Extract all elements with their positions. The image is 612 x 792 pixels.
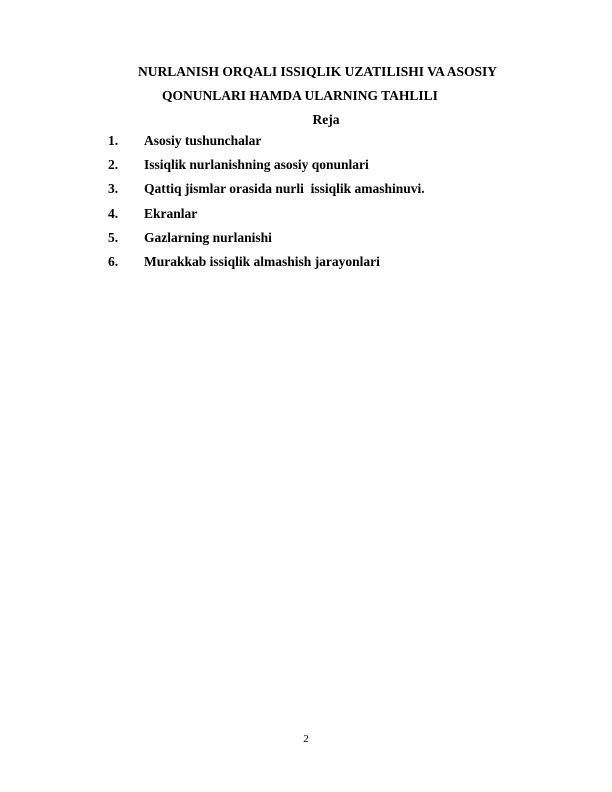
plan-heading: Reja xyxy=(312,112,340,127)
plan-item-number: 5. xyxy=(108,229,119,245)
page-number: 2 xyxy=(303,733,309,745)
plan-item-text: Asosiy tushunchalar xyxy=(144,133,262,148)
plan-item-number: 2. xyxy=(108,157,119,173)
plan-item-number: 6. xyxy=(108,253,119,269)
document-title-line-2: QONUNLARI HAMDA ULARNING TAHLILI xyxy=(162,88,438,103)
plan-item xyxy=(108,206,425,230)
plan-item-text: Gazlarning nurlanishi xyxy=(144,229,272,245)
plan-item xyxy=(108,230,425,254)
document-title-line-1: NURLANISH ORQALI ISSIQLIK UZATILISHI VA ASOSIY xyxy=(138,64,498,79)
plan-item-text: Qattiq jismlar orasida nurli issiqlik amashinuvi. xyxy=(144,181,425,197)
plan-item-number: 1. xyxy=(108,133,119,148)
plan-item xyxy=(108,181,425,205)
plan-item xyxy=(108,254,425,278)
plan-list xyxy=(108,133,425,278)
plan-item xyxy=(108,133,425,157)
plan-item-number: 4. xyxy=(108,205,119,221)
plan-item xyxy=(108,157,425,181)
plan-item-number: 3. xyxy=(108,181,119,197)
plan-item-text: Issiqlik nurlanishning asosiy qonunlari xyxy=(144,157,369,173)
plan-item-text: Ekranlar xyxy=(144,205,198,221)
plan-item-text: Murakkab issiqlik almashish jarayonlari xyxy=(144,253,380,269)
